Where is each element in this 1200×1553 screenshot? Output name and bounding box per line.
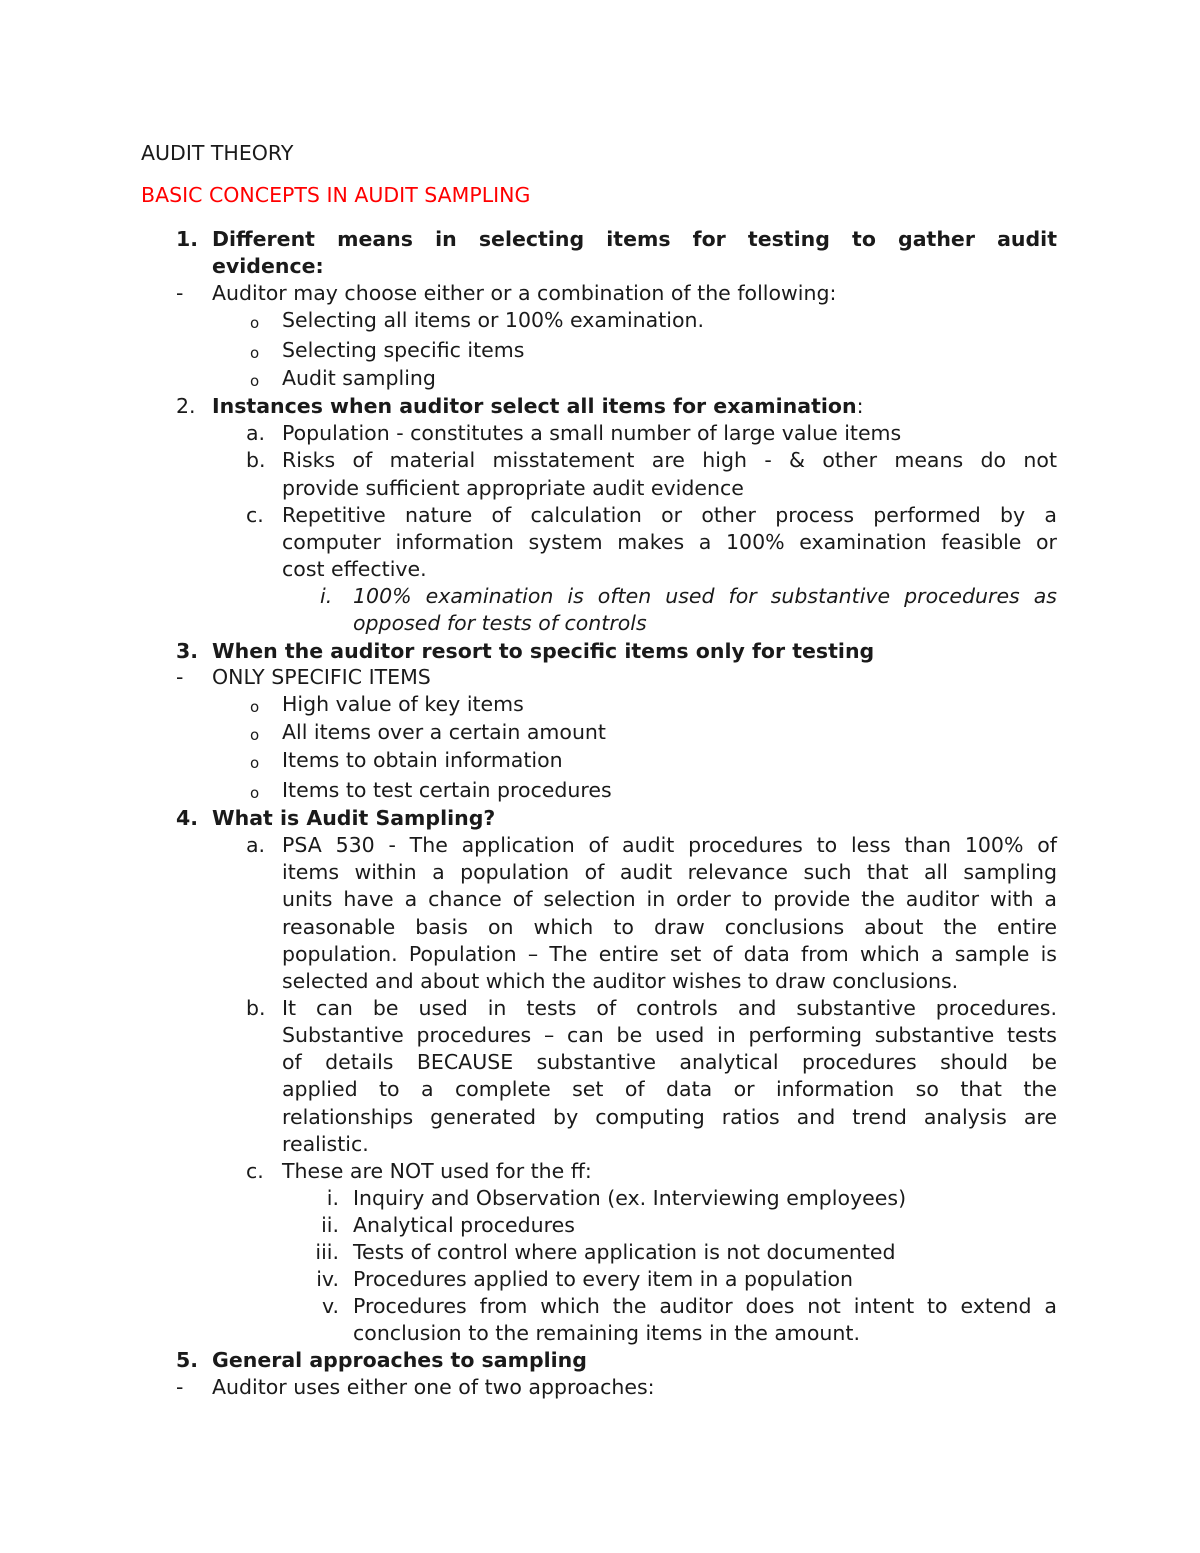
section-2-number: 2. <box>176 394 196 418</box>
document-title: AUDIT THEORY <box>141 141 294 165</box>
section-2-item-c-i-line-1: 100% examination is often used for substantive procedures as <box>353 584 1057 608</box>
roman-marker: iii. <box>315 1240 339 1264</box>
bullet-marker: o <box>250 698 260 716</box>
list-item: High value of key items <box>282 692 524 716</box>
paragraph-line: applied to a complete set of data or information so that the <box>282 1077 1057 1101</box>
section-1-number: 1. <box>176 227 199 251</box>
bullet-marker: o <box>250 314 260 332</box>
roman-marker: ii. <box>321 1213 339 1237</box>
section-3-intro: ONLY SPECIFIC ITEMS <box>212 665 431 689</box>
list-item: Items to obtain information <box>282 748 563 772</box>
paragraph-line: of details BECAUSE substantive analytical procedures should be <box>282 1050 1057 1074</box>
bullet-marker: o <box>250 754 260 772</box>
paragraph-line: units have a chance of selection in order to provide the auditor with a <box>282 887 1057 911</box>
list-marker: b. <box>246 996 266 1020</box>
bullet-marker: o <box>250 726 260 744</box>
section-2-item-a: Population - constitutes a small number of large value items <box>282 421 902 445</box>
list-item: Audit sampling <box>282 366 436 390</box>
list-marker: c. <box>246 503 264 527</box>
paragraph-line: reasonable basis on which to draw conclusions about the entire <box>282 915 1057 939</box>
list-item: Items to test certain procedures <box>282 778 612 802</box>
sub-list-item: Analytical procedures <box>353 1213 575 1237</box>
section-5-number: 5. <box>176 1348 199 1372</box>
roman-marker: v. <box>321 1294 339 1318</box>
sub-list-item-continued: conclusion to the remaining items in the amount. <box>353 1321 860 1345</box>
dash-marker: - <box>176 281 184 305</box>
paragraph-line: selected and about which the auditor wishes to draw conclusions. <box>282 969 959 993</box>
list-item: All items over a certain amount <box>282 720 606 744</box>
sub-list-item: Inquiry and Observation (ex. Interviewing employees) <box>353 1186 907 1210</box>
section-2-item-c-line-3: cost effective. <box>282 557 427 581</box>
section-2-item-b-line-2: provide sufficient appropriate audit evidence <box>282 476 744 500</box>
bullet-marker: o <box>250 344 260 362</box>
list-item: Selecting specific items <box>282 338 525 362</box>
paragraph-line: Substantive procedures – can be used in performing substantive tests <box>282 1023 1057 1047</box>
list-marker: c. <box>246 1159 264 1183</box>
section-2-colon: : <box>856 394 864 418</box>
paragraph-line: items within a population of audit relevance such that all sampling <box>282 860 1057 884</box>
dash-marker: - <box>176 665 184 689</box>
paragraph-line: relationships generated by computing ratios and trend analysis are <box>282 1105 1057 1129</box>
list-marker: b. <box>246 448 266 472</box>
sub-list-item: Procedures applied to every item in a population <box>353 1267 854 1291</box>
section-5-intro: Auditor uses either one of two approaches: <box>212 1375 655 1399</box>
section-2-item-b-line-1: Risks of material misstatement are high - & other means do not <box>282 448 1057 472</box>
roman-marker: i. <box>326 1186 339 1210</box>
section-4-heading: What is Audit Sampling? <box>212 806 496 830</box>
dash-marker: - <box>176 1375 184 1399</box>
sub-list-item: Procedures from which the auditor does not intent to extend a <box>353 1294 1057 1318</box>
section-2-item-c-line-2: computer information system makes a 100% examination feasible or <box>282 530 1057 554</box>
section-3-number: 3. <box>176 639 199 663</box>
sub-list-item: Tests of control where application is not documented <box>353 1240 896 1264</box>
list-marker: a. <box>246 421 266 445</box>
section-1-intro: Auditor may choose either or a combination of the following: <box>212 281 837 305</box>
paragraph-line: realistic. <box>282 1132 369 1156</box>
document-subtitle: BASIC CONCEPTS IN AUDIT SAMPLING <box>141 183 531 207</box>
section-5-heading: General approaches to sampling <box>212 1348 587 1372</box>
section-3-heading: When the auditor resort to specific items only for testing <box>212 639 875 663</box>
bullet-marker: o <box>250 372 260 390</box>
section-2-item-c-line-1: Repetitive nature of calculation or other process performed by a <box>282 503 1057 527</box>
bullet-marker: o <box>250 784 260 802</box>
section-2-item-c-i-line-2: opposed for tests of controls <box>353 611 647 635</box>
paragraph-line: population. Population – The entire set of data from which a sample is <box>282 942 1057 966</box>
section-1-heading-line-2: evidence: <box>212 254 324 278</box>
paragraph-line: It can be used in tests of controls and substantive procedures. <box>282 996 1057 1020</box>
section-1-heading-line-1: Different means in selecting items for testing to gather audit <box>212 227 1057 251</box>
list-item: Selecting all items or 100% examination. <box>282 308 705 332</box>
section-2-heading-wrap <box>212 393 864 419</box>
roman-marker: iv. <box>316 1267 339 1291</box>
section-4-number: 4. <box>176 806 199 830</box>
section-4-item-c: These are NOT used for the ff: <box>282 1159 592 1183</box>
paragraph-line: PSA 530 - The application of audit procedures to less than 100% of <box>282 833 1057 857</box>
section-2-heading: Instances when auditor select all items for examination <box>212 394 857 418</box>
list-marker: a. <box>246 833 266 857</box>
list-marker: i. <box>320 584 333 608</box>
